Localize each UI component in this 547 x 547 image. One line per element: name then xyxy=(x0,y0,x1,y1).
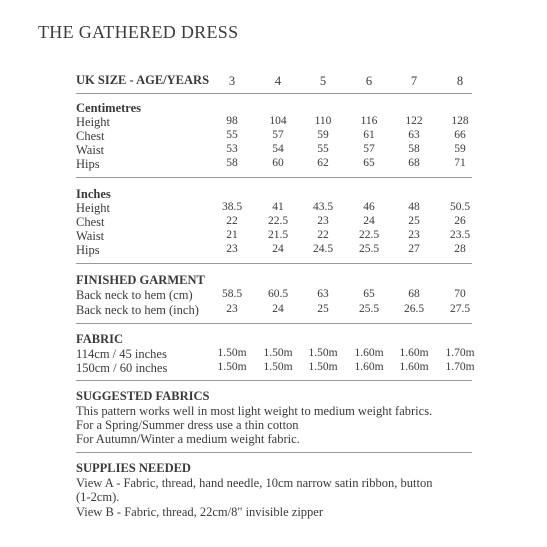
table-cell: 28 xyxy=(454,243,466,255)
table-cell: 27 xyxy=(408,243,420,255)
row-label: 114cm / 45 inches xyxy=(76,347,167,361)
table-cell: 1.50m xyxy=(217,361,247,373)
table-cell: 65 xyxy=(363,157,375,169)
table-cell: 24.5 xyxy=(312,243,334,255)
table-cell: 25 xyxy=(408,215,420,227)
supplies-needed-heading: SUPPLIES NEEDED xyxy=(76,461,191,475)
table-cell: 21 xyxy=(226,229,238,241)
table-cell: 58 xyxy=(408,143,420,155)
table-cell: 63 xyxy=(408,129,420,141)
table-cell: 23.5 xyxy=(449,229,471,241)
table-cell: 1.50m xyxy=(308,361,338,373)
row-label: Back neck to hem (inch) xyxy=(76,303,199,317)
table-cell: 22.5 xyxy=(267,215,289,227)
table-cell: 70 xyxy=(454,288,466,300)
table-cell: 22 xyxy=(226,215,238,227)
row-label: Back neck to hem (cm) xyxy=(76,288,193,302)
table-cell: 23 xyxy=(226,243,238,255)
table-cell: 104 xyxy=(269,115,287,127)
table-cell: 26 xyxy=(454,215,466,227)
table-cell: 24 xyxy=(272,303,284,315)
table-cell: 23 xyxy=(226,303,238,315)
finished-garment-heading: FINISHED GARMENT xyxy=(76,273,205,287)
row-label: Height xyxy=(76,115,111,129)
table-cell: 38.5 xyxy=(221,201,243,213)
table-cell: 48 xyxy=(408,201,420,213)
size-header-cell: 8 xyxy=(456,74,464,88)
row-label: Chest xyxy=(76,215,105,229)
divider xyxy=(76,93,472,94)
table-cell: 43.5 xyxy=(312,201,334,213)
table-cell: 23 xyxy=(317,215,329,227)
table-cell: 1.50m xyxy=(308,347,338,359)
inches-heading: Inches xyxy=(76,187,111,201)
fabric-heading: FABRIC xyxy=(76,332,123,346)
table-cell: 1.60m xyxy=(399,361,429,373)
table-cell: 68 xyxy=(408,157,420,169)
table-cell: 71 xyxy=(454,157,466,169)
table-cell: 60.5 xyxy=(267,288,289,300)
row-label: Chest xyxy=(76,129,105,143)
table-cell: 58.5 xyxy=(221,288,243,300)
supplies-needed-line: View B - Fabric, thread, 22cm/8" invisible zipper xyxy=(76,505,323,519)
page-title: THE GATHERED DRESS xyxy=(38,22,239,42)
table-cell: 62 xyxy=(317,157,329,169)
table-cell: 21.5 xyxy=(267,229,289,241)
size-header-cell: 7 xyxy=(410,74,418,88)
table-cell: 57 xyxy=(272,129,284,141)
suggested-fabrics-line: For Autumn/Winter a medium weight fabric. xyxy=(76,432,300,446)
divider xyxy=(76,380,472,381)
table-cell: 1.50m xyxy=(217,347,247,359)
table-cell: 41 xyxy=(272,201,284,213)
row-label: Waist xyxy=(76,229,105,243)
table-cell: 122 xyxy=(405,115,423,127)
table-cell: 66 xyxy=(454,129,466,141)
table-cell: 26.5 xyxy=(403,303,425,315)
supplies-needed-line: View A - Fabric, thread, hand needle, 10cm narrow satin ribbon, button xyxy=(76,476,433,490)
suggested-fabrics-heading: SUGGESTED FABRICS xyxy=(76,389,210,403)
table-cell: 63 xyxy=(317,288,329,300)
table-cell: 55 xyxy=(317,143,329,155)
row-label: Hips xyxy=(76,157,100,171)
table-cell: 61 xyxy=(363,129,375,141)
divider xyxy=(76,177,472,178)
table-cell: 1.70m xyxy=(445,361,475,373)
table-cell: 53 xyxy=(226,143,238,155)
table-cell: 25 xyxy=(317,303,329,315)
table-cell: 60 xyxy=(272,157,284,169)
table-cell: 58 xyxy=(226,157,238,169)
suggested-fabrics-line: For a Spring/Summer dress use a thin cotton xyxy=(76,418,299,432)
row-label: Waist xyxy=(76,143,105,157)
table-cell: 116 xyxy=(360,115,378,127)
divider xyxy=(76,263,472,264)
table-cell: 1.60m xyxy=(399,347,429,359)
row-label: Hips xyxy=(76,243,100,257)
row-label: Height xyxy=(76,201,111,215)
table-cell: 25.5 xyxy=(358,303,380,315)
row-label: 150cm / 60 inches xyxy=(76,361,168,375)
table-cell: 1.50m xyxy=(263,361,293,373)
divider xyxy=(76,323,472,324)
table-cell: 59 xyxy=(454,143,466,155)
table-cell: 128 xyxy=(451,115,469,127)
table-cell: 50.5 xyxy=(449,201,471,213)
table-cell: 65 xyxy=(363,288,375,300)
table-cell: 98 xyxy=(226,115,238,127)
table-cell: 110 xyxy=(314,115,332,127)
supplies-needed-line: (1-2cm). xyxy=(76,490,120,504)
table-cell: 22 xyxy=(317,229,329,241)
size-header-cell: 6 xyxy=(365,74,373,88)
table-cell: 1.60m xyxy=(354,361,384,373)
table-cell: 25.5 xyxy=(358,243,380,255)
size-header-cell: 5 xyxy=(319,74,327,88)
table-cell: 23 xyxy=(408,229,420,241)
table-cell: 1.50m xyxy=(263,347,293,359)
table-cell: 1.70m xyxy=(445,347,475,359)
table-cell: 46 xyxy=(363,201,375,213)
table-cell: 68 xyxy=(408,288,420,300)
table-cell: 22.5 xyxy=(358,229,380,241)
centimetres-heading: Centimetres xyxy=(76,101,142,115)
size-header-label: UK SIZE - AGE/YEARS xyxy=(76,73,210,87)
divider xyxy=(76,452,472,453)
table-cell: 55 xyxy=(226,129,238,141)
table-cell: 1.60m xyxy=(354,347,384,359)
table-cell: 27.5 xyxy=(449,303,471,315)
table-cell: 59 xyxy=(317,129,329,141)
table-cell: 54 xyxy=(272,143,284,155)
size-header-cell: 3 xyxy=(228,74,236,88)
table-cell: 24 xyxy=(363,215,375,227)
suggested-fabrics-line: This pattern works well in most light weight to medium weight fabrics. xyxy=(76,404,433,418)
table-cell: 57 xyxy=(363,143,375,155)
size-header-cell: 4 xyxy=(274,74,282,88)
table-cell: 24 xyxy=(272,243,284,255)
